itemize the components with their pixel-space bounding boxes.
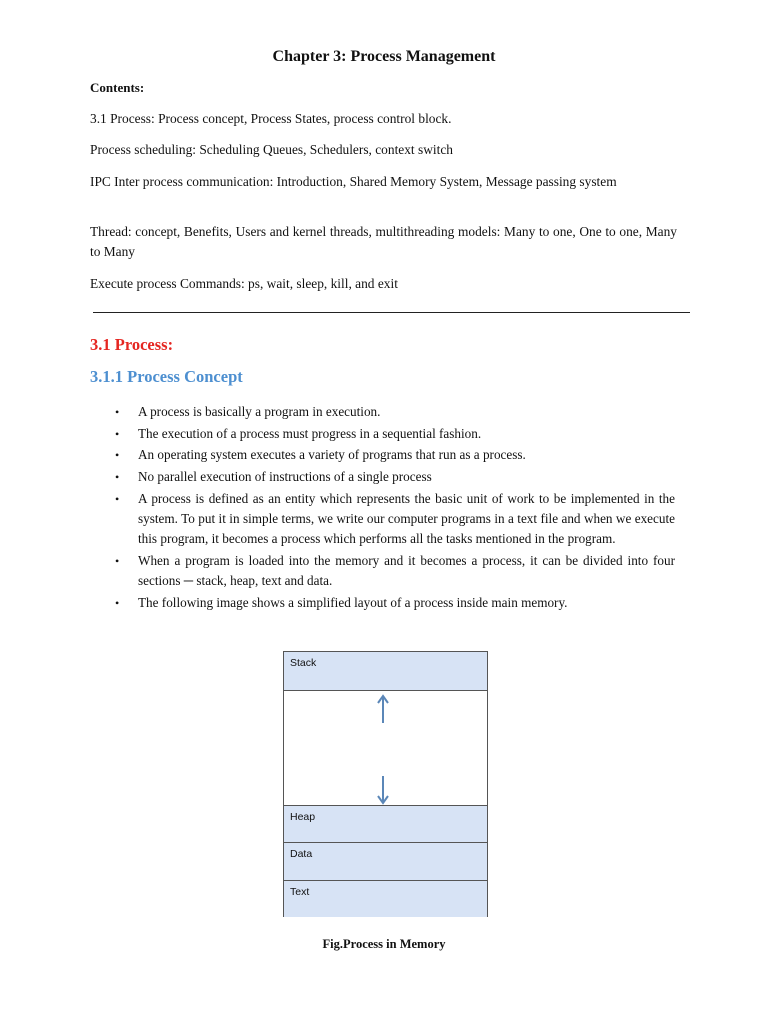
list-item-text: When a program is loaded into the memory and it becomes a process, it can be divided into four sections ─ stack, heap, text and data. <box>138 553 675 589</box>
contents-item-3: IPC Inter process communication: Introduction, Shared Memory System, Message passing system <box>90 174 617 189</box>
list-item-text: A process is defined as an entity which represents the basic unit of work to be implemented in the system. To put it in simple terms, we write our computer programs in a text file and when we execute this program, it becomes a process which performs all the tasks mentioned in the program. <box>138 490 675 547</box>
list-item-text: The following image shows a simplified layout of a process inside main memory. <box>138 595 568 611</box>
arrow-up-icon <box>376 694 390 724</box>
list-item <box>115 489 675 550</box>
contents-label: Contents: <box>90 80 145 95</box>
stack-segment: Stack <box>284 652 487 691</box>
list-item-text: An operating system executes a variety of programs that run as a process. <box>138 447 526 463</box>
bullet-glyph: • <box>115 554 120 569</box>
contents-item-1: 3.1 Process: Process concept, Process States, process control block. <box>90 111 452 126</box>
bullet-glyph: • <box>115 405 120 419</box>
list-item <box>115 593 675 613</box>
figure-caption: Fig.Process in Memory <box>322 937 446 951</box>
list-item-text: No parallel execution of instructions of a single process <box>138 469 432 485</box>
bullet-glyph: • <box>115 426 120 441</box>
process-memory-diagram <box>283 651 488 917</box>
list-item <box>115 551 675 592</box>
list-item-text: A process is basically a program in execution. <box>138 404 381 419</box>
arrow-down-icon <box>376 775 390 805</box>
list-item <box>115 445 675 465</box>
bullet-glyph: • <box>115 448 120 463</box>
section-divider <box>93 312 690 313</box>
heap-segment: Heap <box>284 805 487 843</box>
bullet-glyph: • <box>115 470 120 485</box>
text-segment: Text <box>284 881 487 917</box>
list-item <box>115 402 675 422</box>
subsection-heading: 3.1.1 Process Concept <box>90 367 243 386</box>
bullet-list <box>115 402 675 615</box>
list-item <box>115 424 675 444</box>
list-item <box>115 467 675 487</box>
contents-item-4: Thread: concept, Benefits, Users and kernel threads, multithreading models: Many to one, One to one, Many to Many <box>90 224 677 259</box>
list-item-text: The execution of a process must progress in a sequential fashion. <box>138 425 482 441</box>
contents-item-2: Process scheduling: Scheduling Queues, Schedulers, context switch <box>90 142 453 157</box>
bullet-glyph: • <box>115 596 120 611</box>
chapter-title: Chapter 3: Process Management <box>272 48 496 65</box>
data-segment: Data <box>284 843 487 881</box>
contents-item-5: Execute process Commands: ps, wait, sleep, kill, and exit <box>90 276 398 291</box>
section-heading: 3.1 Process: <box>90 335 174 354</box>
bullet-glyph: • <box>115 491 120 506</box>
